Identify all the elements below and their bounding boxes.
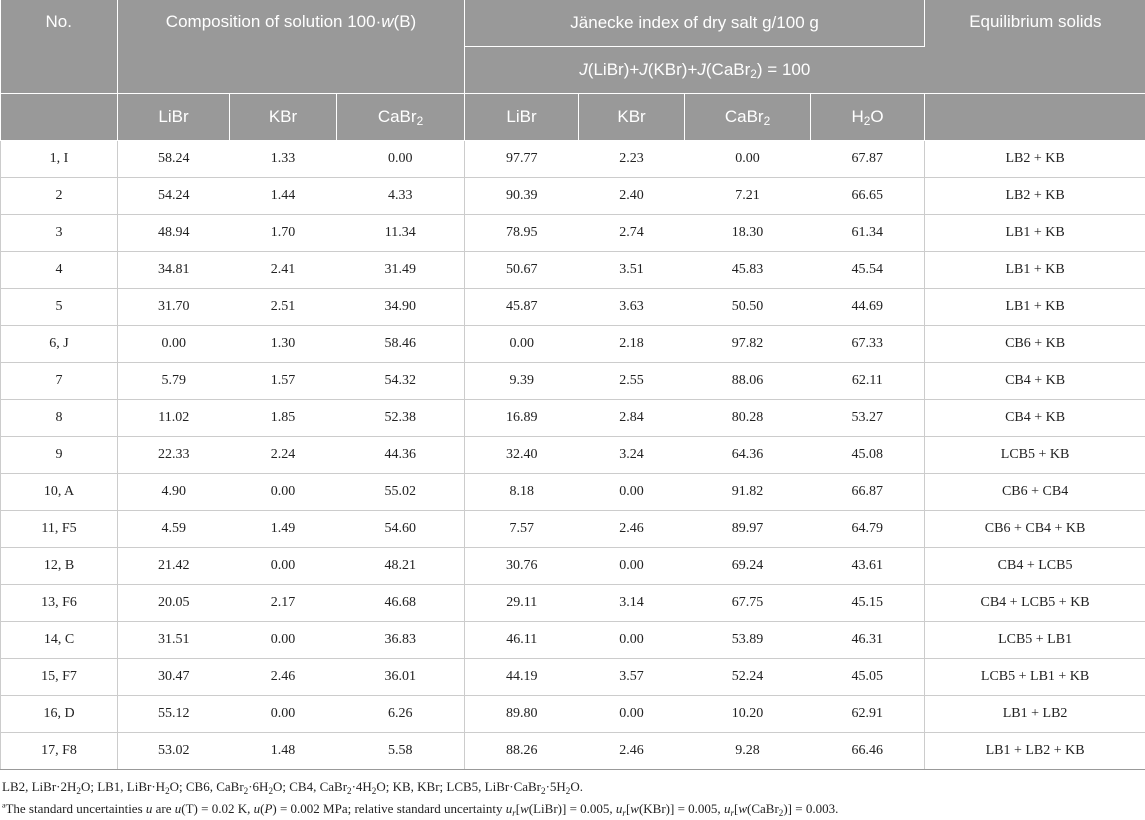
cell-kbr: 2.41 [230, 252, 337, 289]
table-row [1, 252, 1145, 289]
cell-cabr2: 31.49 [337, 252, 465, 289]
cell-j-kbr: 3.51 [579, 252, 685, 289]
cell-cabr2: 58.46 [337, 326, 465, 363]
cell-cabr2: 54.32 [337, 363, 465, 400]
cell-equilibrium-solids: LCB5 + KB [925, 437, 1145, 474]
table-row [1, 585, 1145, 622]
cell-j-libr: 7.57 [465, 511, 579, 548]
cell-cabr2: 4.33 [337, 178, 465, 215]
cell-h2o: 44.69 [811, 289, 925, 326]
cell-no: 2 [1, 178, 118, 215]
cell-no: 16, D [1, 696, 118, 733]
cell-j-kbr: 3.57 [579, 659, 685, 696]
cell-j-cabr2: 80.28 [685, 400, 811, 437]
cell-no: 9 [1, 437, 118, 474]
cell-kbr: 2.17 [230, 585, 337, 622]
cell-no: 12, B [1, 548, 118, 585]
cell-kbr: 1.48 [230, 733, 337, 770]
cell-cabr2: 46.68 [337, 585, 465, 622]
cell-libr: 34.81 [118, 252, 230, 289]
cell-j-libr: 90.39 [465, 178, 579, 215]
cell-no: 10, A [1, 474, 118, 511]
cell-cabr2: 36.83 [337, 622, 465, 659]
header-equilibrium: Equilibrium solids [925, 0, 1145, 94]
cell-libr: 11.02 [118, 400, 230, 437]
table-row [1, 437, 1145, 474]
uncertainty-note: $^a$The standard uncertainties u are u(T) = 0.02 K, u(P) = 0.002 MPa; relative standard uncertainty $u_r[w(LiBr)] = 0.005$, $u_r[w(KBr)] = 0.005$, $u_r[w(CaBr_2)] = 0.003$. [2, 798, 1143, 820]
header-blank [1, 94, 118, 141]
header-col-kbr-j: KBr [579, 94, 685, 141]
cell-libr: 58.24 [118, 141, 230, 178]
cell-j-cabr2: 53.89 [685, 622, 811, 659]
cell-h2o: 53.27 [811, 400, 925, 437]
cell-libr: 55.12 [118, 696, 230, 733]
cell-h2o: 61.34 [811, 215, 925, 252]
header-composition: Composition of solution 100·w(B) [118, 0, 465, 94]
cell-libr: 31.51 [118, 622, 230, 659]
cell-kbr: 0.00 [230, 622, 337, 659]
cell-equilibrium-solids: CB4 + KB [925, 363, 1145, 400]
cell-equilibrium-solids: LCB5 + LB1 [925, 622, 1145, 659]
cell-no: 13, F6 [1, 585, 118, 622]
cell-kbr: 0.00 [230, 696, 337, 733]
cell-no: 3 [1, 215, 118, 252]
cell-j-kbr: 2.46 [579, 733, 685, 770]
cell-j-cabr2: 64.36 [685, 437, 811, 474]
cell-kbr: 1.49 [230, 511, 337, 548]
cell-cabr2: 52.38 [337, 400, 465, 437]
cell-h2o: 66.87 [811, 474, 925, 511]
cell-kbr: 1.70 [230, 215, 337, 252]
cell-j-cabr2: 88.06 [685, 363, 811, 400]
cell-j-kbr: 0.00 [579, 474, 685, 511]
cell-j-cabr2: 52.24 [685, 659, 811, 696]
cell-j-cabr2: 91.82 [685, 474, 811, 511]
cell-equilibrium-solids: LB1 + KB [925, 252, 1145, 289]
cell-h2o: 64.79 [811, 511, 925, 548]
header-col-cabr2: CaBr$_2$ [337, 94, 465, 141]
cell-j-kbr: 2.74 [579, 215, 685, 252]
cell-j-cabr2: 67.75 [685, 585, 811, 622]
cell-j-cabr2: 9.28 [685, 733, 811, 770]
cell-j-cabr2: 45.83 [685, 252, 811, 289]
cell-h2o: 66.46 [811, 733, 925, 770]
cell-equilibrium-solids: CB4 + KB [925, 400, 1145, 437]
table-row [1, 363, 1145, 400]
cell-cabr2: 55.02 [337, 474, 465, 511]
cell-j-kbr: 3.63 [579, 289, 685, 326]
cell-kbr: 1.30 [230, 326, 337, 363]
cell-no: 7 [1, 363, 118, 400]
cell-h2o: 67.33 [811, 326, 925, 363]
cell-h2o: 45.15 [811, 585, 925, 622]
cell-j-cabr2: 10.20 [685, 696, 811, 733]
cell-j-cabr2: 18.30 [685, 215, 811, 252]
cell-j-libr: 97.77 [465, 141, 579, 178]
table-row [1, 659, 1145, 696]
table-notes [0, 770, 1145, 820]
cell-equilibrium-solids: CB6 + CB4 + KB [925, 511, 1145, 548]
cell-j-libr: 9.39 [465, 363, 579, 400]
cell-equilibrium-solids: CB6 + KB [925, 326, 1145, 363]
table-row [1, 733, 1145, 770]
cell-h2o: 45.08 [811, 437, 925, 474]
cell-equilibrium-solids: LB2 + KB [925, 178, 1145, 215]
cell-equilibrium-solids: LCB5 + LB1 + KB [925, 659, 1145, 696]
cell-j-libr: 46.11 [465, 622, 579, 659]
cell-no: 14, C [1, 622, 118, 659]
cell-j-kbr: 0.00 [579, 548, 685, 585]
table-row [1, 400, 1145, 437]
cell-no: 11, F5 [1, 511, 118, 548]
header-col-libr: LiBr [118, 94, 230, 141]
cell-j-libr: 32.40 [465, 437, 579, 474]
table-row [1, 326, 1145, 363]
cell-j-kbr: 2.46 [579, 511, 685, 548]
cell-libr: 22.33 [118, 437, 230, 474]
cell-cabr2: 36.01 [337, 659, 465, 696]
cell-equilibrium-solids: CB4 + LCB5 [925, 548, 1145, 585]
table-row [1, 178, 1145, 215]
cell-j-libr: 89.80 [465, 696, 579, 733]
cell-equilibrium-solids: CB4 + LCB5 + KB [925, 585, 1145, 622]
table-row [1, 696, 1145, 733]
cell-j-libr: 29.11 [465, 585, 579, 622]
cell-no: 4 [1, 252, 118, 289]
cell-libr: 4.90 [118, 474, 230, 511]
table-row [1, 474, 1145, 511]
cell-j-cabr2: 89.97 [685, 511, 811, 548]
header-blank [925, 94, 1145, 141]
cell-kbr: 2.51 [230, 289, 337, 326]
cell-h2o: 66.65 [811, 178, 925, 215]
cell-j-libr: 8.18 [465, 474, 579, 511]
table-row [1, 215, 1145, 252]
cell-cabr2: 6.26 [337, 696, 465, 733]
cell-j-libr: 45.87 [465, 289, 579, 326]
cell-j-libr: 88.26 [465, 733, 579, 770]
cell-j-kbr: 2.55 [579, 363, 685, 400]
cell-j-kbr: 2.23 [579, 141, 685, 178]
cell-j-cabr2: 69.24 [685, 548, 811, 585]
cell-j-cabr2: 7.21 [685, 178, 811, 215]
cell-kbr: 0.00 [230, 474, 337, 511]
cell-cabr2: 34.90 [337, 289, 465, 326]
cell-cabr2: 48.21 [337, 548, 465, 585]
header-no: No. [1, 0, 118, 94]
cell-j-kbr: 2.40 [579, 178, 685, 215]
header-janecke: Jänecke index of dry salt g/100 g [465, 0, 925, 47]
cell-libr: 31.70 [118, 289, 230, 326]
cell-libr: 53.02 [118, 733, 230, 770]
table-row [1, 548, 1145, 585]
cell-j-kbr: 3.24 [579, 437, 685, 474]
cell-j-cabr2: 97.82 [685, 326, 811, 363]
cell-h2o: 46.31 [811, 622, 925, 659]
cell-kbr: 1.44 [230, 178, 337, 215]
cell-equilibrium-solids: LB1 + LB2 + KB [925, 733, 1145, 770]
cell-cabr2: 5.58 [337, 733, 465, 770]
cell-h2o: 62.91 [811, 696, 925, 733]
cell-h2o: 45.54 [811, 252, 925, 289]
cell-h2o: 43.61 [811, 548, 925, 585]
header-janecke-sum: J(LiBr)+J(KBr)+J(CaBr$_2$) = 100 [465, 47, 925, 94]
cell-libr: 30.47 [118, 659, 230, 696]
cell-equilibrium-solids: LB1 + KB [925, 215, 1145, 252]
cell-kbr: 2.46 [230, 659, 337, 696]
cell-j-libr: 44.19 [465, 659, 579, 696]
cell-kbr: 2.24 [230, 437, 337, 474]
cell-kbr: 1.85 [230, 400, 337, 437]
cell-equilibrium-solids: CB6 + CB4 [925, 474, 1145, 511]
cell-no: 15, F7 [1, 659, 118, 696]
cell-h2o: 62.11 [811, 363, 925, 400]
cell-j-libr: 0.00 [465, 326, 579, 363]
cell-libr: 54.24 [118, 178, 230, 215]
cell-j-cabr2: 50.50 [685, 289, 811, 326]
header-col-cabr2-j: CaBr$_2$ [685, 94, 811, 141]
cell-j-kbr: 2.84 [579, 400, 685, 437]
cell-kbr: 1.57 [230, 363, 337, 400]
cell-libr: 20.05 [118, 585, 230, 622]
table-row [1, 622, 1145, 659]
cell-kbr: 0.00 [230, 548, 337, 585]
abbreviation-note: LB2, $LiBr\cdot 2H_2O$; LB1, $LiBr\cdot H_2O$; CB6, $CaBr_2\cdot 6H_2O$; CB4, $CaBr_2\cdot 4H_2O$; KB, KBr; LCB5, $LiBr\cdot CaBr_2\cdot 5H_2O$. [2, 776, 1143, 798]
header-col-kbr: KBr [230, 94, 337, 141]
cell-j-cabr2: 0.00 [685, 141, 811, 178]
header-col-h2o: $H_2O$ [811, 94, 925, 141]
cell-no: 17, F8 [1, 733, 118, 770]
cell-cabr2: 54.60 [337, 511, 465, 548]
cell-libr: 4.59 [118, 511, 230, 548]
cell-cabr2: 44.36 [337, 437, 465, 474]
cell-no: 5 [1, 289, 118, 326]
cell-j-libr: 16.89 [465, 400, 579, 437]
table-row [1, 289, 1145, 326]
cell-h2o: 67.87 [811, 141, 925, 178]
cell-cabr2: 11.34 [337, 215, 465, 252]
cell-kbr: 1.33 [230, 141, 337, 178]
cell-j-kbr: 0.00 [579, 622, 685, 659]
table-row [1, 141, 1145, 178]
header-col-libr-j: LiBr [465, 94, 579, 141]
table-row [1, 511, 1145, 548]
cell-j-libr: 30.76 [465, 548, 579, 585]
cell-j-kbr: 2.18 [579, 326, 685, 363]
cell-libr: 48.94 [118, 215, 230, 252]
cell-j-kbr: 0.00 [579, 696, 685, 733]
cell-libr: 0.00 [118, 326, 230, 363]
cell-h2o: 45.05 [811, 659, 925, 696]
cell-no: 8 [1, 400, 118, 437]
cell-j-libr: 50.67 [465, 252, 579, 289]
cell-no: 1, I [1, 141, 118, 178]
cell-equilibrium-solids: LB2 + KB [925, 141, 1145, 178]
cell-j-libr: 78.95 [465, 215, 579, 252]
cell-libr: 21.42 [118, 548, 230, 585]
cell-equilibrium-solids: LB1 + KB [925, 289, 1145, 326]
cell-libr: 5.79 [118, 363, 230, 400]
cell-no: 6, J [1, 326, 118, 363]
cell-cabr2: 0.00 [337, 141, 465, 178]
cell-j-kbr: 3.14 [579, 585, 685, 622]
cell-equilibrium-solids: LB1 + LB2 [925, 696, 1145, 733]
